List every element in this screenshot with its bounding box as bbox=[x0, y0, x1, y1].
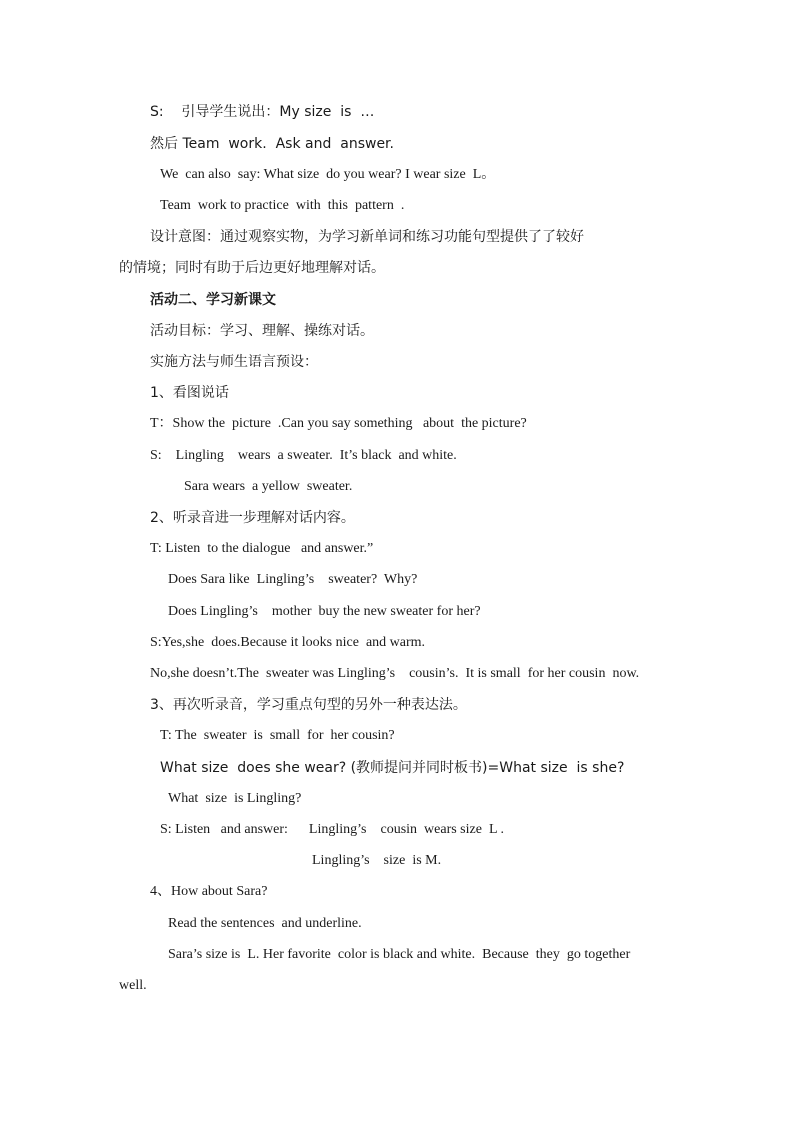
text-line-answer-yes: S:Yes,she does.Because it looks nice and warm. bbox=[150, 635, 426, 650]
text-line-step-2: 2、听录音进一步理解对话内容。 bbox=[150, 510, 355, 526]
text-line-step-1: 1、看图说话 bbox=[150, 385, 229, 401]
text-line-well: well. bbox=[119, 978, 147, 993]
text-line-lingling-sweater: S: Lingling wears a sweater. It’s black and white. bbox=[150, 448, 457, 463]
text-line-activity-goal: 活动目标：学习、理解、操练对话。 bbox=[150, 323, 374, 339]
text-line-listen-answer: S: Listen and answer: Lingling’s cousin wears size L . bbox=[160, 822, 504, 837]
text-line-step-3: 3、再次听录音，学习重点句型的另外一种表达法。 bbox=[150, 697, 467, 713]
text-line-question-1: Does Sara like Lingling’s sweater? Why? bbox=[168, 572, 418, 587]
text-line-show-picture: T：Show the picture .Can you say something about the picture? bbox=[150, 416, 527, 431]
text-line-step-4: 4、How about Sara? bbox=[150, 884, 268, 899]
section-heading-activity-two: 活动二、学习新课文 bbox=[150, 292, 276, 308]
text-line-sara-size: Sara’s size is L. Her favorite color is black and white. Because they go together bbox=[168, 947, 631, 962]
text-line-lingling-size: Lingling’s size is M. bbox=[312, 853, 442, 868]
text-line-also-say: We can also say: What size do you wear? I wear size L。 bbox=[160, 167, 496, 182]
text-line-sweater-small: T: The sweater is small for her cousin? bbox=[160, 728, 395, 743]
text-line-design-intent-1: 设计意图：通过观察实物，为学习新单词和练习功能句型提供了了较好 bbox=[150, 229, 584, 245]
text-line-sara-sweater: Sara wears a yellow sweater. bbox=[184, 479, 353, 494]
text-line-question-2: Does Lingling’s mother buy the new sweater for her? bbox=[168, 604, 481, 619]
text-line-team-work: 然后 Team work. Ask and answer. bbox=[150, 136, 394, 152]
text-line-what-size: What size does she wear? (教师提问并同时板书)=What size is she? bbox=[160, 760, 625, 776]
text-line-practice: Team work to practice with this pattern . bbox=[160, 198, 405, 213]
text-line-s-size: S: 引导学生说出：My size is … bbox=[150, 104, 375, 120]
text-line-answer-no: No,she doesn’t.The sweater was Lingling’s cousin’s. It is small for her cousin now. bbox=[150, 666, 640, 681]
text-line-read-underline: Read the sentences and underline. bbox=[168, 916, 362, 931]
text-line-design-intent-2: 的情境；同时有助于后边更好地理解对话。 bbox=[119, 260, 385, 276]
text-line-what-size-lingling: What size is Lingling? bbox=[168, 791, 302, 806]
text-line-method: 实施方法与师生语言预设： bbox=[150, 354, 318, 370]
text-line-listen-dialogue: T: Listen to the dialogue and answer.” bbox=[150, 541, 374, 556]
